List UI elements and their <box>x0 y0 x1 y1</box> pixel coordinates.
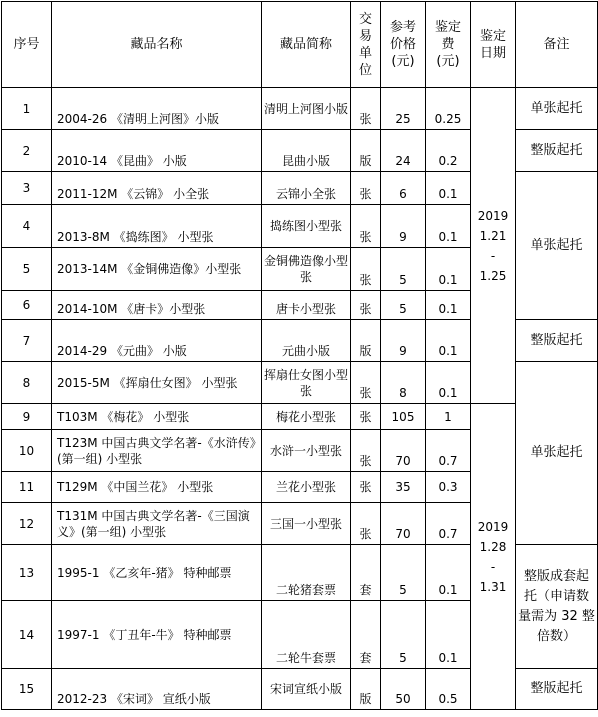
cell-fee: 1 <box>426 404 471 430</box>
cell-price: 8 <box>381 362 426 404</box>
cell-name: 2010-14 《昆曲》 小版 <box>52 130 262 172</box>
header-seq: 序号 <box>2 2 52 88</box>
cell-short: 宋词宣纸小版 <box>262 669 351 710</box>
cell-note: 单张起托 <box>516 362 598 545</box>
cell-short: 水浒一小型张 <box>262 430 351 472</box>
cell-price: 5 <box>381 248 426 291</box>
cell-date-week2: 2019 1.28 - 1.31 <box>471 404 516 710</box>
cell-note: 整版起托 <box>516 669 598 710</box>
cell-seq: 2 <box>2 130 52 172</box>
cell-seq: 11 <box>2 472 52 503</box>
cell-price: 50 <box>381 669 426 710</box>
cell-short: 捣练图小型张 <box>262 205 351 248</box>
cell-price: 5 <box>381 291 426 320</box>
header-note: 备注 <box>516 2 598 88</box>
cell-fee: 0.3 <box>426 472 471 503</box>
cell-date-week1: 2019 1.21 - 1.25 <box>471 88 516 404</box>
cell-seq: 6 <box>2 291 52 320</box>
cell-price: 24 <box>381 130 426 172</box>
cell-note: 单张起托 <box>516 172 598 320</box>
cell-unit: 版 <box>351 320 381 362</box>
cell-unit: 张 <box>351 430 381 472</box>
cell-name: 2012-23 《宋词》 宣纸小版 <box>52 669 262 710</box>
cell-name: 2013-14M 《金铜佛造像》小型张 <box>52 248 262 291</box>
cell-fee: 0.1 <box>426 248 471 291</box>
cell-seq: 8 <box>2 362 52 404</box>
cell-fee: 0.1 <box>426 362 471 404</box>
cell-price: 25 <box>381 88 426 130</box>
cell-fee: 0.7 <box>426 430 471 472</box>
cell-short: 二轮牛套票 <box>262 601 351 669</box>
cell-price: 9 <box>381 205 426 248</box>
cell-fee: 0.1 <box>426 545 471 601</box>
cell-name: 2013-8M 《捣练图》 小型张 <box>52 205 262 248</box>
cell-price: 6 <box>381 172 426 205</box>
cell-seq: 9 <box>2 404 52 430</box>
cell-short: 兰花小型张 <box>262 472 351 503</box>
cell-unit: 版 <box>351 130 381 172</box>
cell-short: 金铜佛造像小型张 <box>262 248 351 291</box>
cell-unit: 张 <box>351 248 381 291</box>
cell-price: 9 <box>381 320 426 362</box>
header-name: 藏品名称 <box>52 2 262 88</box>
cell-seq: 1 <box>2 88 52 130</box>
cell-unit: 套 <box>351 545 381 601</box>
cell-fee: 0.5 <box>426 669 471 710</box>
cell-fee: 0.25 <box>426 88 471 130</box>
cell-price: 105 <box>381 404 426 430</box>
cell-seq: 5 <box>2 248 52 291</box>
cell-note: 整版成套起托（申请数量需为 32 整倍数） <box>516 545 598 669</box>
cell-fee: 0.1 <box>426 291 471 320</box>
cell-note: 单张起托 <box>516 88 598 130</box>
cell-price: 35 <box>381 472 426 503</box>
cell-fee: 0.7 <box>426 503 471 545</box>
cell-price: 5 <box>381 601 426 669</box>
cell-unit: 张 <box>351 291 381 320</box>
cell-fee: 0.2 <box>426 130 471 172</box>
cell-seq: 13 <box>2 545 52 601</box>
cell-seq: 14 <box>2 601 52 669</box>
cell-name: 2011-12M 《云锦》 小全张 <box>52 172 262 205</box>
cell-fee: 0.1 <box>426 320 471 362</box>
appraisal-table <box>1 1 598 710</box>
cell-unit: 张 <box>351 88 381 130</box>
cell-name: 2004-26 《清明上河图》小版 <box>52 88 262 130</box>
cell-short: 元曲小版 <box>262 320 351 362</box>
header-row <box>2 2 598 88</box>
cell-note: 整版起托 <box>516 320 598 362</box>
cell-short: 梅花小型张 <box>262 404 351 430</box>
cell-short: 三国一小型张 <box>262 503 351 545</box>
header-date: 鉴定 日期 <box>471 2 516 88</box>
cell-short: 二轮猪套票 <box>262 545 351 601</box>
header-short: 藏品简称 <box>262 2 351 88</box>
cell-name: T129M 《中国兰花》 小型张 <box>52 472 262 503</box>
cell-seq: 10 <box>2 430 52 472</box>
cell-unit: 张 <box>351 503 381 545</box>
cell-seq: 12 <box>2 503 52 545</box>
cell-seq: 3 <box>2 172 52 205</box>
cell-name: 1995-1 《乙亥年-猪》 特种邮票 <box>52 545 262 601</box>
cell-unit: 张 <box>351 205 381 248</box>
cell-unit: 张 <box>351 362 381 404</box>
header-price: 参考 价格 (元) <box>381 2 426 88</box>
cell-name: T131M 中国古典文学名著-《三国演义》(第一组) 小型张 <box>52 503 262 545</box>
cell-fee: 0.1 <box>426 172 471 205</box>
cell-name: T123M 中国古典文学名著-《水浒传》(第一组) 小型张 <box>52 430 262 472</box>
cell-fee: 0.1 <box>426 205 471 248</box>
cell-seq: 4 <box>2 205 52 248</box>
header-fee: 鉴定 费 (元) <box>426 2 471 88</box>
cell-unit: 张 <box>351 404 381 430</box>
cell-name: T103M 《梅花》 小型张 <box>52 404 262 430</box>
cell-short: 挥扇仕女图小型张 <box>262 362 351 404</box>
cell-price: 70 <box>381 430 426 472</box>
cell-short: 云锦小全张 <box>262 172 351 205</box>
cell-name: 2014-29 《元曲》 小版 <box>52 320 262 362</box>
cell-price: 5 <box>381 545 426 601</box>
cell-short: 昆曲小版 <box>262 130 351 172</box>
cell-short: 唐卡小型张 <box>262 291 351 320</box>
cell-unit: 套 <box>351 601 381 669</box>
table-row <box>2 404 598 430</box>
cell-unit: 张 <box>351 472 381 503</box>
cell-unit: 版 <box>351 669 381 710</box>
cell-seq: 7 <box>2 320 52 362</box>
cell-unit: 张 <box>351 172 381 205</box>
cell-note: 整版起托 <box>516 130 598 172</box>
cell-name: 2014-10M 《唐卡》小型张 <box>52 291 262 320</box>
cell-name: 1997-1 《丁丑年-牛》 特种邮票 <box>52 601 262 669</box>
header-unit: 交 易 单 位 <box>351 2 381 88</box>
table-row <box>2 88 598 130</box>
cell-name: 2015-5M 《挥扇仕女图》 小型张 <box>52 362 262 404</box>
cell-fee: 0.1 <box>426 601 471 669</box>
cell-seq: 15 <box>2 669 52 710</box>
cell-short: 清明上河图小版 <box>262 88 351 130</box>
cell-price: 70 <box>381 503 426 545</box>
